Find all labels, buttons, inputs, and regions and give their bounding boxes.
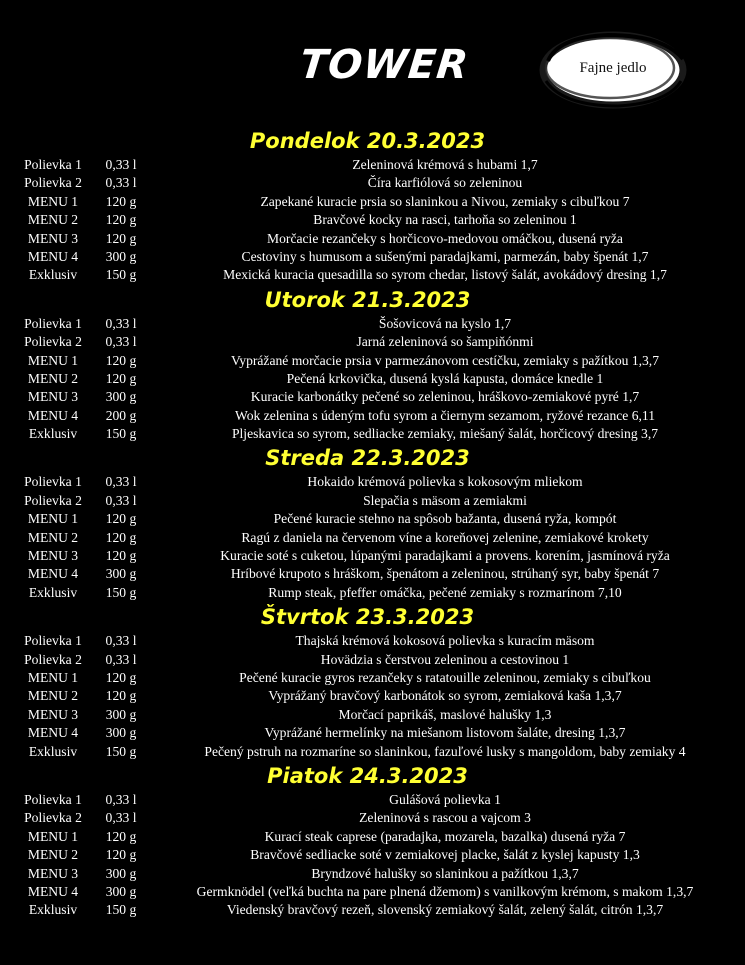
menu-item-label: MENU 2 [27, 688, 79, 704]
menu-item-dish: Kuracie soté s cuketou, lúpanými paradajkami a provens. korením, jasmínová ryža [220, 548, 670, 564]
menu-item-quantity: 150 g [105, 584, 137, 600]
menu-item-label: MENU 4 [27, 566, 79, 582]
menu-item-quantity: 120 g [105, 847, 137, 863]
menu-item-quantity: 300 g [105, 248, 137, 264]
menu-item-quantity: 120 g [105, 529, 137, 545]
menu-item-quantity: 0,33 l [105, 315, 137, 331]
menu-item-label: Exklusiv [28, 584, 78, 600]
menu-row [0, 743, 745, 761]
menu-item-label: MENU 1 [27, 193, 79, 209]
menu-row [0, 865, 745, 883]
logo-text: Fajne jedlo [579, 60, 647, 76]
menu-row [0, 156, 745, 174]
menu-item-quantity: 120 g [105, 548, 137, 564]
menu-item-dish: Zeleninová s rascou a vajcom 3 [359, 810, 531, 826]
menu-item-label: MENU 1 [27, 511, 79, 527]
menu-item-label: MENU 1 [27, 352, 79, 368]
menu-item-dish: Mexická kuracia quesadilla so syrom chedar, listový šalát, avokádový dresing 1,7 [223, 267, 667, 283]
day-title: Piatok 24.3.2023 [267, 763, 468, 788]
menu-item-label: Exklusiv [28, 267, 78, 283]
menu-item-quantity: 150 g [105, 267, 137, 283]
menu-item-label: MENU 4 [27, 407, 79, 423]
menu-item-dish: Hokaido krémová polievka s kokosovým mliekom [307, 474, 583, 490]
menu-item-label: Polievka 1 [24, 315, 82, 331]
menu-item-dish: Jarná zeleninová so šampiňónmi [356, 334, 534, 350]
menu-item-quantity: 120 g [105, 193, 137, 209]
menu-row [0, 473, 745, 491]
day-title: Štvrtok 23.3.2023 [260, 605, 475, 630]
menu-item-dish: Vyprážaný bravčový karbonátok so syrom, zemiaková kaša 1,3,7 [268, 688, 622, 704]
menu-item-label: MENU 2 [27, 370, 79, 386]
day-title: Utorok 21.3.2023 [264, 287, 471, 312]
menu-item-quantity: 200 g [105, 407, 137, 423]
menu-item-label: MENU 1 [27, 669, 79, 685]
menu-item-quantity: 300 g [105, 566, 137, 582]
restaurant-logo [538, 31, 688, 109]
menu-item-label: MENU 1 [27, 828, 79, 844]
menu-item-quantity: 300 g [105, 725, 137, 741]
menu-item-label: MENU 3 [27, 706, 79, 722]
menu-item-label: Polievka 1 [24, 474, 82, 490]
menu-item-dish: Pečená krkovička, dusená kyslá kapusta, domáce knedle 1 [286, 370, 604, 386]
menu-item-label: MENU 3 [27, 865, 79, 881]
menu-item-dish: Rump steak, pfeffer omáčka, pečené zemiaky s rozmarínom 7,10 [268, 584, 622, 600]
menu-row [0, 266, 745, 284]
menu-item-dish: Gulášová polievka 1 [389, 791, 501, 807]
menu-item-label: MENU 4 [27, 248, 79, 264]
day-title: Streda 22.3.2023 [265, 446, 470, 471]
menu-row [0, 883, 745, 901]
menu-item-label: Polievka 2 [24, 334, 82, 350]
menu-row [0, 248, 745, 266]
header [0, 0, 745, 120]
menu-row [0, 193, 745, 211]
menu-item-quantity: 0,33 l [105, 175, 137, 191]
menu-item-label: MENU 2 [27, 529, 79, 545]
menu-item-label: MENU 4 [27, 883, 79, 899]
menu-item-quantity: 120 g [105, 688, 137, 704]
menu-item-dish: Vyprážané morčacie prsia v parmezánovom cestíčku, zemiaky s pažítkou 1,3,7 [230, 352, 660, 368]
menu-item-label: Polievka 2 [24, 810, 82, 826]
menu-item-quantity: 0,33 l [105, 474, 137, 490]
menu-item-quantity: 120 g [105, 230, 137, 246]
menu-row [0, 791, 745, 809]
menu-item-quantity: 120 g [105, 828, 137, 844]
menu-item-label: Polievka 2 [24, 651, 82, 667]
menu-item-quantity: 150 g [105, 426, 137, 442]
menu-item-label: MENU 3 [27, 389, 79, 405]
menu-item-dish: Zeleninová krémová s hubami 1,7 [352, 157, 538, 172]
menu-item-dish: Pljeskavica so syrom, sedliacke zemiaky, miešaný šalát, horčicový dresing 3,7 [231, 426, 659, 442]
menu-row [0, 230, 745, 248]
menu-item-quantity: 300 g [105, 865, 137, 881]
menu-item-dish: Hríbové krupoto s hráškom, špenátom a zeleninou, strúhaný syr, baby špenát 7 [230, 566, 660, 582]
menu-item-label: Polievka 1 [24, 791, 82, 807]
menu-item-label: Exklusiv [28, 743, 78, 759]
menu-item-label: Polievka 1 [24, 633, 82, 649]
menu-item-quantity: 0,33 l [105, 633, 137, 649]
menu-item-label: MENU 4 [27, 725, 79, 741]
menu-row [0, 901, 745, 919]
menu-item-dish: Šošovicová na kyslo 1,7 [378, 315, 512, 331]
menu-item-quantity: 0,33 l [105, 651, 137, 667]
menu-row [0, 651, 745, 669]
menu-item-label: MENU 2 [27, 212, 79, 228]
menu-item-quantity: 300 g [105, 883, 137, 899]
menu-row [0, 174, 745, 192]
day-section [0, 443, 745, 602]
menu-item-dish: Slepačia s mäsom a zemiakmi [363, 492, 527, 508]
menu-row [0, 370, 745, 388]
menu-item-quantity: 0,33 l [105, 810, 137, 826]
menu-row [0, 687, 745, 705]
menu-item-label: MENU 2 [27, 847, 79, 863]
menu-row [0, 407, 745, 425]
menu-item-quantity: 120 g [105, 212, 137, 228]
menu-item-quantity: 0,33 l [105, 492, 137, 508]
menu-item-quantity: 120 g [105, 669, 137, 685]
menu-item-label: Polievka 2 [24, 492, 82, 508]
menu-row [0, 632, 745, 650]
menu-row [0, 724, 745, 742]
menu-item-dish: Hovädzia s čerstvou zeleninou a cestovinou 1 [320, 651, 570, 667]
menu-item-dish: Kuracie karbonátky pečené so zeleninou, hráškovo-zemiakové pyré 1,7 [250, 389, 640, 405]
menu-item-quantity: 0,33 l [105, 334, 137, 350]
menu-item-quantity: 0,33 l [105, 157, 137, 172]
menu-row [0, 565, 745, 583]
menu-row [0, 669, 745, 687]
menu-row [0, 809, 745, 827]
menu-item-label: MENU 3 [27, 230, 79, 246]
menu-item-dish: Morčacie rezančeky s horčicovo-medovou omáčkou, dusená ryža [267, 230, 623, 246]
day-section [0, 602, 745, 761]
menu-item-quantity: 300 g [105, 706, 137, 722]
menu-item-dish: Cestoviny s humusom a sušenými paradajkami, parmezán, baby špenát 1,7 [241, 248, 649, 264]
menu-item-dish: Pečený pstruh na rozmaríne so slaninkou, fazuľové lusky s mangoldom, baby zemiaky 4 [204, 743, 686, 759]
menu-item-dish: Germknödel (veľká buchta na pare plnená džemom) s vanilkovým krémom, s makom 1,3,7 [196, 883, 694, 899]
day-section [0, 126, 745, 285]
menu-row [0, 315, 745, 333]
menu-item-dish: Viedenský bravčový rezeň, slovenský zemiakový šalát, zelený šalát, citrón 1,3,7 [226, 902, 664, 918]
menu-item-label: Exklusiv [28, 426, 78, 442]
menu-row [0, 828, 745, 846]
weekly-menu [0, 126, 745, 920]
menu-item-quantity: 150 g [105, 743, 137, 759]
menu-row [0, 529, 745, 547]
day-section [0, 761, 745, 920]
menu-row [0, 211, 745, 229]
menu-row [0, 492, 745, 510]
menu-item-dish: Wok zelenina s údeným tofu syrom a čiernym sezamom, ryžové rezance 6,11 [234, 407, 656, 423]
menu-item-quantity: 120 g [105, 370, 137, 386]
menu-item-dish: Bravčové sedliacke soté v zemiakovej placke, šalát z kyslej kapusty 1,3 [250, 847, 640, 863]
menu-item-dish: Bryndzové halušky so slaninkou a pažítkou 1,3,7 [311, 865, 579, 881]
menu-row [0, 547, 745, 565]
menu-row [0, 425, 745, 443]
menu-row [0, 388, 745, 406]
brand-title: TOWER [297, 42, 471, 88]
menu-item-dish: Morčací paprikáš, maslové halušky 1,3 [338, 706, 552, 722]
menu-item-dish: Ragú z daniela na červenom víne a koreňovej zelenine, zemiakové krokety [241, 529, 649, 545]
menu-item-dish: Thajská krémová kokosová polievka s kuracím mäsom [295, 633, 595, 649]
menu-row [0, 333, 745, 351]
menu-item-quantity: 120 g [105, 511, 137, 527]
menu-item-dish: Pečené kuracie gyros rezančeky s ratatouille zeleninou, zemiaky s cibuľkou [239, 669, 651, 685]
menu-item-label: Polievka 1 [24, 157, 82, 172]
menu-item-quantity: 150 g [105, 902, 137, 918]
menu-item-label: Exklusiv [28, 902, 78, 918]
menu-item-dish: Kurací steak caprese (paradajka, mozarela, bazalka) dusená ryža 7 [264, 828, 626, 844]
day-section [0, 285, 745, 444]
menu-item-quantity: 300 g [105, 389, 137, 405]
menu-item-label: MENU 3 [27, 548, 79, 564]
menu-row [0, 510, 745, 528]
menu-row [0, 352, 745, 370]
day-title: Pondelok 20.3.2023 [249, 129, 486, 153]
menu-item-dish: Zapekané kuracie prsia so slaninkou a Nivou, zemiaky s cibuľkou 7 [260, 193, 630, 209]
menu-item-dish: Číra karfiólová so zeleninou [367, 175, 523, 191]
menu-item-dish: Bravčové kocky na rasci, tarhoňa so zeleninou 1 [313, 212, 577, 228]
menu-row [0, 846, 745, 864]
menu-row [0, 584, 745, 602]
menu-item-quantity: 0,33 l [105, 791, 137, 807]
menu-item-dish: Pečené kuracie stehno na spôsob bažanta, dusená ryža, kompót [273, 511, 617, 527]
menu-row [0, 706, 745, 724]
menu-item-label: Polievka 2 [24, 175, 82, 191]
menu-item-dish: Vyprážané hermelínky na miešanom listovom šaláte, dresing 1,3,7 [264, 725, 626, 741]
menu-item-quantity: 120 g [105, 352, 137, 368]
